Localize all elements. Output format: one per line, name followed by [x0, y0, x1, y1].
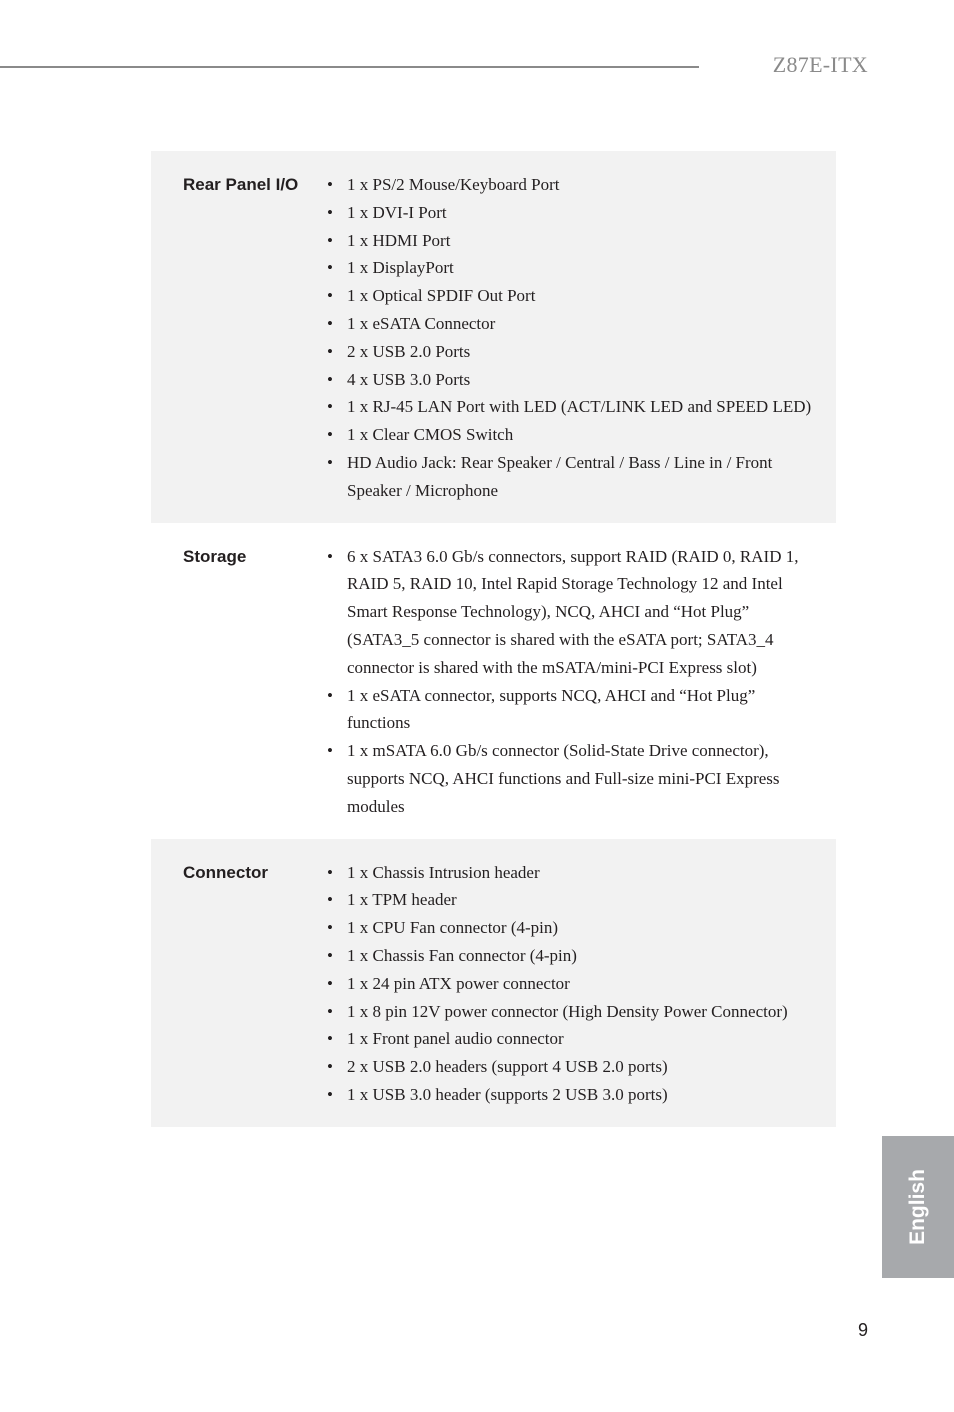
spec-item: • 1 x Optical SPDIF Out Port [323, 282, 817, 310]
spec-item: • 1 x DVI-I Port [323, 199, 817, 227]
page-header-title: Z87E-ITX [772, 52, 868, 77]
header-rule [0, 66, 699, 68]
language-tab-label: English [906, 1169, 929, 1245]
spec-list [323, 543, 817, 821]
spec-item: • 1 x eSATA Connector [323, 310, 817, 338]
spec-item: • 1 x DisplayPort [323, 254, 817, 282]
spec-item: • 1 x Chassis Fan connector (4-pin) [323, 942, 817, 970]
spec-item: • 2 x USB 2.0 headers (support 4 USB 2.0 ports) [323, 1053, 817, 1081]
spec-row-storage [151, 523, 836, 839]
spec-row-rear-panel-io [151, 151, 836, 523]
spec-item: • 1 x Front panel audio connector [323, 1025, 817, 1053]
spec-item: • 1 x PS/2 Mouse/Keyboard Port [323, 171, 817, 199]
spec-label: Rear Panel I/O [183, 175, 299, 194]
spec-row-connector [151, 839, 836, 1127]
spec-item: • 6 x SATA3 6.0 Gb/s connectors, support RAID (RAID 0, RAID 1, RAID 5, RAID 10, Intel Rapid Storage Technology 12 and Intel Smart Response Technology), NCQ, AHCI and “Hot Plug” (SATA3_5 connector is shared with the eSATA port; SATA3_4 connector is shared with the mSATA/mini-PCI Express slot) [323, 543, 817, 682]
spec-item: • 1 x TPM header [323, 886, 817, 914]
spec-label: Connector [183, 862, 268, 882]
spec-list [323, 171, 817, 505]
spec-item: • 1 x HDMI Port [323, 227, 817, 255]
spec-item: • 1 x Clear CMOS Switch [323, 421, 817, 449]
spec-item: • HD Audio Jack: Rear Speaker / Central / Bass / Line in / Front Speaker / Microphone [323, 449, 817, 505]
language-tab [882, 1136, 954, 1278]
spec-item: • 4 x USB 3.0 Ports [323, 366, 817, 394]
spec-item: • 1 x Chassis Intrusion header [323, 859, 817, 887]
spec-item: • 1 x eSATA connector, supports NCQ, AHCI and “Hot Plug” functions [323, 682, 817, 738]
spec-item: • 1 x USB 3.0 header (supports 2 USB 3.0 ports) [323, 1081, 817, 1109]
spec-item: • 1 x RJ-45 LAN Port with LED (ACT/LINK LED and SPEED LED) [323, 393, 817, 421]
page-number: 9 [857, 1320, 868, 1340]
spec-table [151, 151, 836, 1127]
spec-list [323, 859, 817, 1109]
spec-item: • 2 x USB 2.0 Ports [323, 338, 817, 366]
spec-item: • 1 x 24 pin ATX power connector [323, 970, 817, 998]
spec-item: • 1 x 8 pin 12V power connector (High Density Power Connector) [323, 998, 817, 1026]
spec-item: • 1 x CPU Fan connector (4-pin) [323, 914, 817, 942]
spec-label: Storage [183, 546, 247, 566]
spec-item: • 1 x mSATA 6.0 Gb/s connector (Solid-State Drive connector), supports NCQ, AHCI functions and Full-size mini-PCI Express modules [323, 737, 817, 820]
